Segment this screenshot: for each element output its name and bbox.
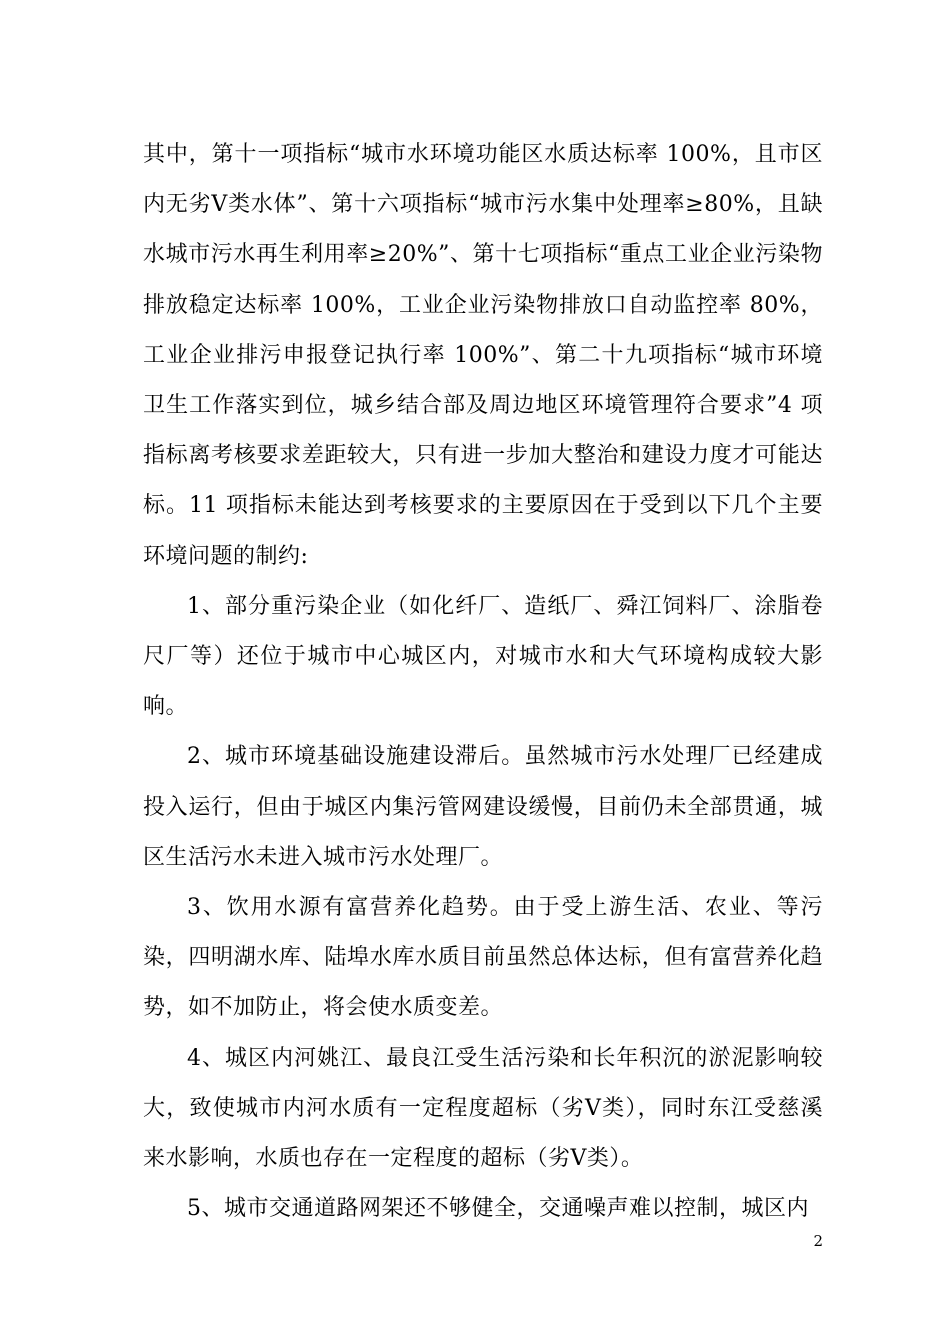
paragraph-item-1: 1、部分重污染企业（如化纤厂、造纸厂、舜江饲料厂、涂脂卷尺厂等）还位于城市中心城区内，对城市水和大气环境构成较大影响。: [143, 593, 823, 720]
page-number: 2: [813, 1232, 823, 1250]
paragraph-item-3: 3、饮用水源有富营养化趋势。由于受上游生活、农业、等污染，四明湖水库、陆埠水库水质目前虽然总体达标，但有富营养化趋势，如不加防止，将会使水质变差。: [143, 895, 823, 1021]
document-body: [143, 130, 823, 1234]
paragraph-item-2: 2、城市环境基础设施建设滞后。虽然城市污水处理厂已经建成投入运行，但由于城区内集污管网建设缓慢，目前仍未全部贯通，城区生活污水未进入城市污水处理厂。: [143, 744, 823, 870]
paragraph-indicators-summary: 其中，第十一项指标“城市水环境功能区水质达标率 100%，且市区内无劣Ⅴ类水体”、第十六项指标“城市污水集中处理率≥80%，且缺水城市污水再生利用率≥20%”、第十七项指标“重点工业企业污染物排放稳定达标率 100%，工业企业污染物排放口自动监控率 80%，工业企业排污申报登记执行率 100%”、第二十九项指标“城市环境卫生工作落实到位，城乡结合部及周边地区环境管理符合要求”4 项指标离考核要求差距较大，只有进一步加大整治和建设力度才可能达标。11 项指标未能达到考核要求的主要原因在于受到以下几个主要环境问题的制约:: [143, 142, 824, 569]
paragraph-item-5: 5、城市交通道路网架还不够健全，交通噪声难以控制，城区内: [187, 1196, 809, 1222]
paragraph-item-4: 4、城区内河姚江、最良江受生活污染和长年积沉的淤泥影响较大，致使城市内河水质有一定程度超标（劣Ⅴ类），同时东江受慈溪来水影响，水质也存在一定程度的超标（劣Ⅴ类）。: [143, 1045, 823, 1172]
